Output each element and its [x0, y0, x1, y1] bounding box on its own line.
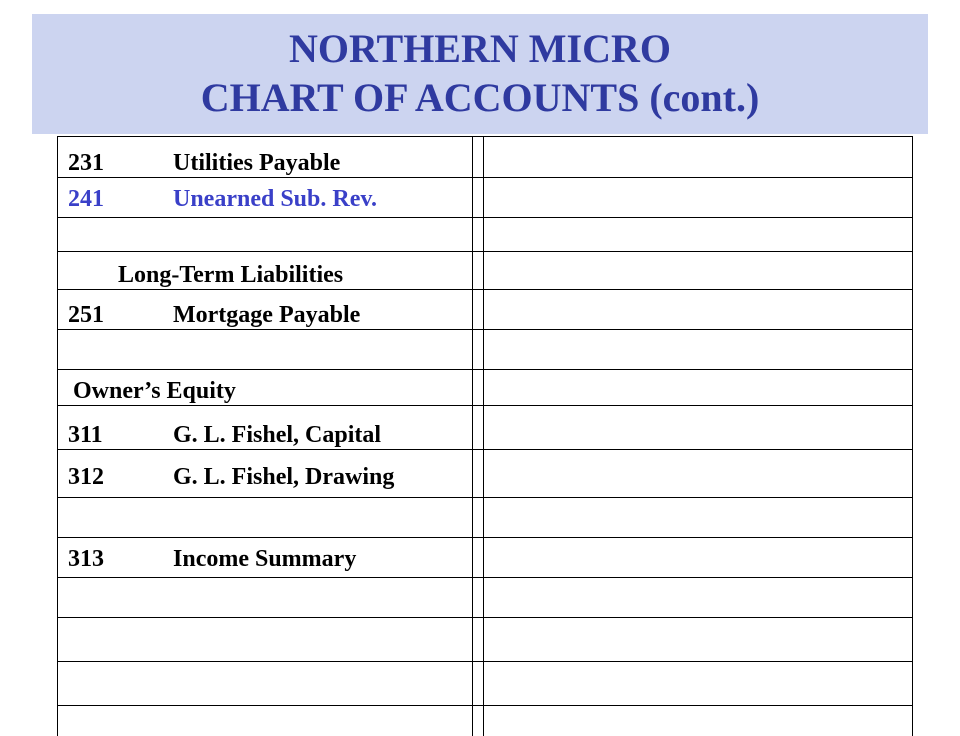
- account-number: 251: [68, 302, 104, 328]
- row-divider: [58, 497, 912, 498]
- chart-of-accounts-table: [57, 136, 913, 736]
- account-name: Income Summary: [173, 546, 357, 572]
- account-name: Unearned Sub. Rev.: [173, 186, 378, 212]
- row-divider: [58, 251, 912, 252]
- account-number: 313: [68, 546, 104, 572]
- account-name: Utilities Payable: [173, 150, 341, 176]
- account-number: 231: [68, 150, 104, 176]
- account-number: 311: [68, 422, 103, 448]
- row-divider: [58, 289, 912, 290]
- section-heading-long-term-liabilities: Long-Term Liabilities: [118, 262, 344, 288]
- account-name: G. L. Fishel, Drawing: [173, 464, 395, 490]
- page-title-subtitle: CHART OF ACCOUNTS (cont.): [200, 75, 760, 120]
- row-divider: [58, 217, 912, 218]
- account-name: G. L. Fishel, Capital: [173, 422, 382, 448]
- row-divider: [58, 537, 912, 538]
- row-divider: [58, 177, 912, 178]
- account-name: Mortgage Payable: [173, 302, 361, 328]
- page-title-company: NORTHERN MICRO: [289, 26, 671, 71]
- account-row-231: [68, 149, 340, 177]
- row-divider: [58, 329, 912, 330]
- row-divider: [58, 449, 912, 450]
- row-divider: [58, 705, 912, 706]
- account-number: 241: [68, 186, 104, 212]
- account-row-251: [68, 301, 360, 329]
- row-divider: [58, 577, 912, 578]
- column-divider-left: [472, 137, 473, 736]
- column-divider-right: [483, 137, 484, 736]
- account-row-312: [68, 463, 394, 491]
- section-heading-owners-equity: Owner’s Equity: [73, 378, 236, 404]
- account-row-241: [68, 185, 377, 213]
- row-divider: [58, 369, 912, 370]
- account-row-313: [68, 545, 356, 573]
- row-divider: [58, 617, 912, 618]
- row-divider: [58, 405, 912, 406]
- account-number: 312: [68, 464, 104, 490]
- account-row-311: [68, 421, 381, 449]
- title-banner: [32, 14, 928, 134]
- row-divider: [58, 661, 912, 662]
